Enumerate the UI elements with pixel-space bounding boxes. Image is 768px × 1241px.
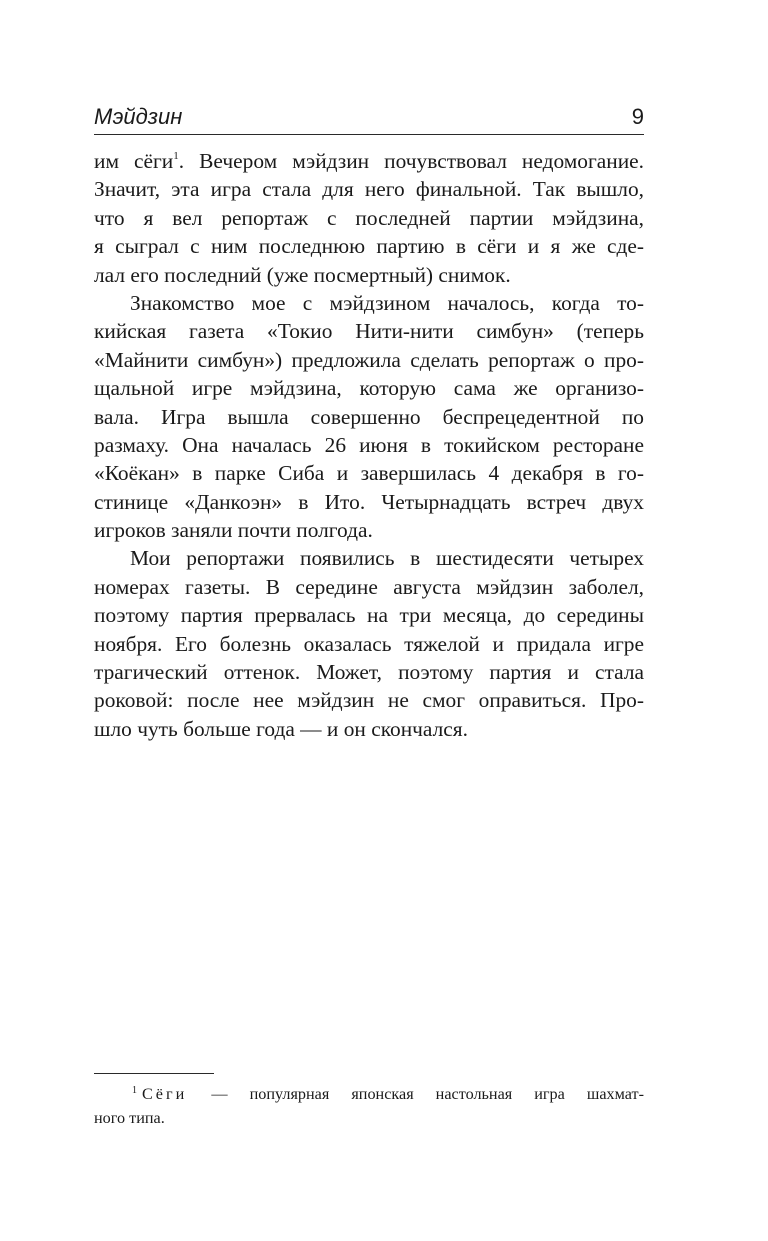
- paragraph-2: [94, 289, 644, 545]
- text-line: ноября. Его болезнь оказалась тяжелой и придала игре: [94, 631, 644, 656]
- footnote: [94, 1082, 644, 1130]
- body-text: [94, 147, 644, 743]
- text-fragment: им сёги: [94, 149, 174, 173]
- text-line: вала. Игра вышла совершенно беспрецедентной по: [94, 404, 644, 429]
- paragraph-3: [94, 544, 644, 743]
- text-line: поэтому партия прервалась на три месяца, до середины: [94, 603, 644, 628]
- text-fragment: . Вечером мэйдзин почувствовал недомогание.: [178, 149, 644, 173]
- text-line: шло чуть больше года — и он скончался.: [94, 716, 468, 741]
- text-line: размаху. Она началась 26 июня в токийском ресторане: [94, 432, 644, 457]
- text-line: игроков заняли почти полгода.: [94, 518, 373, 543]
- footnote-line: ного типа.: [94, 1109, 165, 1127]
- text-line: кийская газета «Токио Нити-нити симбун» (теперь: [94, 319, 644, 344]
- text-line: номерах газеты. В середине августа мэйдзин заболел,: [94, 574, 644, 599]
- text-line: Мои репортажи появились в шестидесяти четырех: [130, 546, 644, 571]
- footnote-reference[interactable]: 1: [173, 150, 179, 162]
- footnote-divider: [94, 1073, 214, 1074]
- text-line: роковой: после нее мэйдзин не смог оправиться. Про-: [94, 688, 644, 713]
- page-number: 9: [631, 104, 644, 129]
- text-line: я сыграл с ним последнюю партию в сёги и я же сде-: [94, 234, 644, 259]
- text-line: что я вел репортаж с последней партии мэйдзина,: [94, 205, 644, 230]
- text-line: Знакомство мое с мэйдзином началось, когда то-: [130, 290, 644, 315]
- book-page: [94, 0, 644, 1241]
- text-line: Значит, эта игра стала для него финальной. Так вышло,: [94, 177, 644, 202]
- footnote-mark: 1: [132, 1085, 137, 1096]
- paragraph-1: [94, 147, 644, 289]
- text-line: «Майнити симбун») предложила сделать репортаж о про-: [94, 347, 644, 372]
- footnote-line: [94, 1082, 644, 1106]
- text-line: щальной игре мэйдзина, которую сама же организо-: [94, 376, 644, 401]
- running-head: [94, 100, 644, 135]
- text-line: «Коёкан» в парке Сиба и завершилась 4 декабря в го-: [94, 461, 644, 486]
- text-line: лал его последний (уже посмертный) снимок.: [94, 262, 511, 287]
- running-head-title: Мэйдзин: [94, 104, 183, 129]
- text-line: стинице «Данкоэн» в Ито. Четырнадцать встреч двух: [94, 489, 644, 514]
- text-line: трагический оттенок. Может, поэтому партия и стала: [94, 660, 644, 685]
- footnote-term: Сёги: [142, 1085, 188, 1103]
- text-line: [94, 147, 644, 175]
- footnote-text: — популярная японская настольная игра шахмат-: [211, 1085, 644, 1103]
